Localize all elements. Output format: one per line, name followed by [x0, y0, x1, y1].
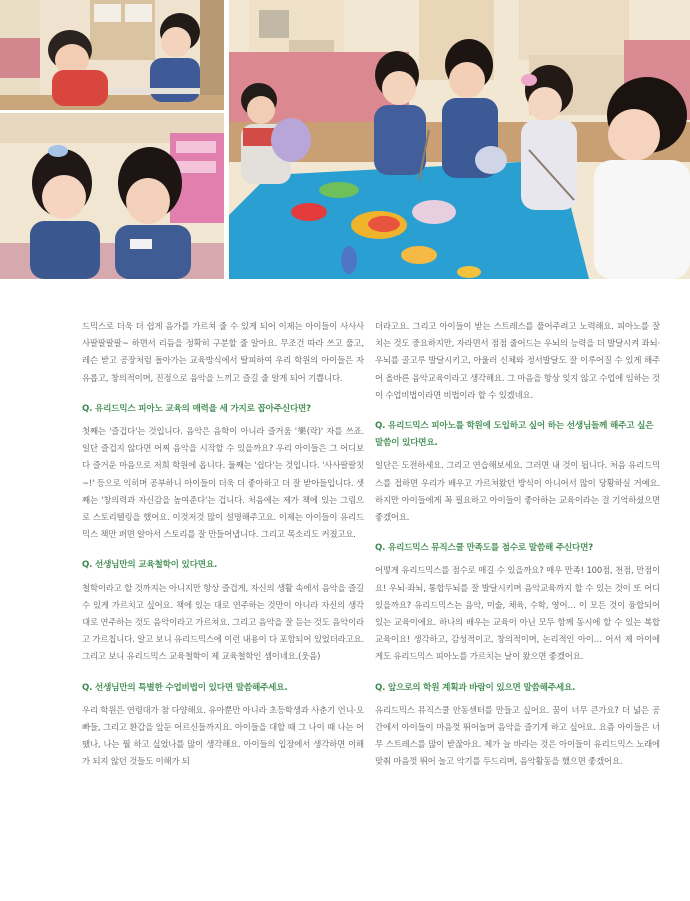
question-plans: Q. 앞으로의 학원 계획과 바람이 있으면 말씀해주세요.	[375, 682, 576, 693]
answer-plans: 유리드믹스 뮤직스쿨 안동센터를 만들고 싶어요. 꿈이 너무 큰가요? 더 넓은 공간에서 아이들이 마음껏 뛰어놀며 음악을 즐기게 하고 싶어요. 요즘 아이들은 너무 스트레스를 많이 받잖아요. 제가 늘 바라는 것은 아이들이 유리드믹스 노래에 맞춰 마음껏 뛰어 놀고 악기를 두드리며, 음악활동을 했으면 좋겠어요.	[375, 704, 660, 767]
question-charm: Q. 유리드믹스 피아노 교육의 매력을 세 가지로 꼽아주신다면?	[82, 403, 311, 414]
photo-bottom-left	[0, 113, 224, 279]
answer-advice: 일단은 도전하세요. 그리고 연습해보세요. 그러면 내 것이 됩니다. 처음 유리드믹스를 접하면 우리가 배우고 가르쳐왔던 방식이 아니어서 많이 당황하실 거예요. 하지만 아이들에게 꼭 필요하고 아이들이 좋아하는 교육이라는 걸 기억하셨으면 좋겠어요.	[375, 460, 660, 523]
question-satisfaction: Q. 유리드믹스 뮤직스쿨 만족도를 점수로 말씀해 주신다면?	[375, 543, 594, 554]
right-column	[375, 318, 660, 771]
answer-secret: 우리 학원은 연령대가 참 다양해요. 유아뿐만 아니라 초등학생과 사춘기 언니·오빠들, 그리고 환갑을 앞둔 어르신들까지요. 아이들을 대할 때 그 나이 때 나는 어땠나, 나는 뭘 하고 싶었나를 많이 생각해요. 아이들의 입장에서 생각하면 이해가 되지 않던 것들도 이해가 되	[82, 704, 364, 767]
intro-paragraph: 드믹스로 더욱 더 쉽게 음가를 가르쳐 줄 수 있게 되어 이제는 아이들이 사사사사팔팔팔팔~ 하면서 리듬을 정확히 구분할 줄 알아요. 무조건 따라 쓰고 풀고, 레슨 받고 공장처럼 돌아가는 교육방식에서 탈피하여 우리 학원의 아이들은 자유롭고, 창의적이며, 진정으로 음악을 느끼고 즐길 줄 알게 되어 기쁩니다.	[82, 321, 364, 383]
answer-secret-continued: 더라고요. 그리고 아이들이 받는 스트레스를 풀어주려고 노력해요. 피아노를 잘 치는 것도 중요하지만, 자라면서 점점 줄어드는 우뇌의 능력을 더 발달시켜 좌뇌·우뇌를 골고루 발달시키고, 아울러 신체와 정서발달도 잘 이루어질 수 있게 해주어 올바른 음악교육이라고 생각해요. 그 마음을 항상 잊지 않고 수업에 임하는 것이 수업비법이라면 비법이라 할 수 있겠네요.	[375, 321, 660, 400]
answer-charm: 첫째는 '즐겁다'는 것입니다. 음악은 음학이 아니라 즐거움 '樂(락)' 자를 쓰죠. 일단 즐겁지 않다면 어찌 음악을 시작할 수 있을까요? 우리 아이들은 그 어디보다 즐거운 마음으로 저희 학원에 옵니다. 둘째는 '쉽다'는 것입니다. '사사팔팔칫~!' 등으로 익히며 공부하니 아이들이 더욱 더 좋아하고 더 잘 받아들입니다. 셋째는 '창의력과 자신감을 높여준다'는 겁니다. 처음에는 제가 책에 있는 그림으로 스토리텔링을 했어요. 이것저것 많이 설명해주고요. 이제는 아이들이 유리드믹스 책만 펴면 알아서 스토리를 잘 만들어냅니다. 그리고 목소리도 커졌고요.	[82, 426, 364, 540]
question-secret: Q. 선생님만의 특별한 수업비법이 있다면 말씀해주세요.	[82, 682, 288, 693]
question-philosophy: Q. 선생님만의 교육철학이 있다면요.	[82, 560, 218, 571]
answer-philosophy: 철학이라고 할 것까지는 아니지만 항상 즐겁게, 자신의 생활 속에서 음악을 즐길 수 있게 가르치고 싶어요. 책에 있는 대로 연주하는 것만이 아니라 자신의 생각대로 연주하는 것도 음악이라고 가르쳐요. 그리고 음악을 잘 듣는 것도 음악이라고 가르칩니다. 알고 보니 유리드믹스에 이런 내용이 다 포함되어 있었더라고요. 그리고 보니 유리드믹스 교육철학이 제 교육철학인 셈이네요.(웃음)	[82, 582, 364, 662]
photo-right	[229, 0, 690, 279]
answer-satisfaction: 어떻게 유리드믹스를 점수로 매길 수 있을까요? 매우 만족! 100점, 천점, 만점이요! 우뇌·좌뇌, 통합두뇌를 잘 발달시키며 음악교육까지 할 수 있는 것이 또 어디 있을까요? 유리드믹스는 음악, 미술, 체육, 수학, 영어… 이 모든 것이 융합되어있는 교육이에요. 하나의 배우는 교육이 아닌 모두 함께 동시에 할 수 있는 복합교육이요! 생각하고, 감성적이고, 창의적이며, 논리적인 아이… 어서 제 아이에게도 유리드믹스 피아노를 가르치는 날이 왔으면 좋겠어요.	[375, 565, 660, 662]
photo-top-left	[0, 0, 224, 110]
left-column	[82, 318, 364, 771]
question-advice: Q. 유리드믹스 피아노를 학원에 도입하고 싶어 하는 선생님들께 해주고 싶은 말씀이 있다면요.	[375, 421, 654, 449]
